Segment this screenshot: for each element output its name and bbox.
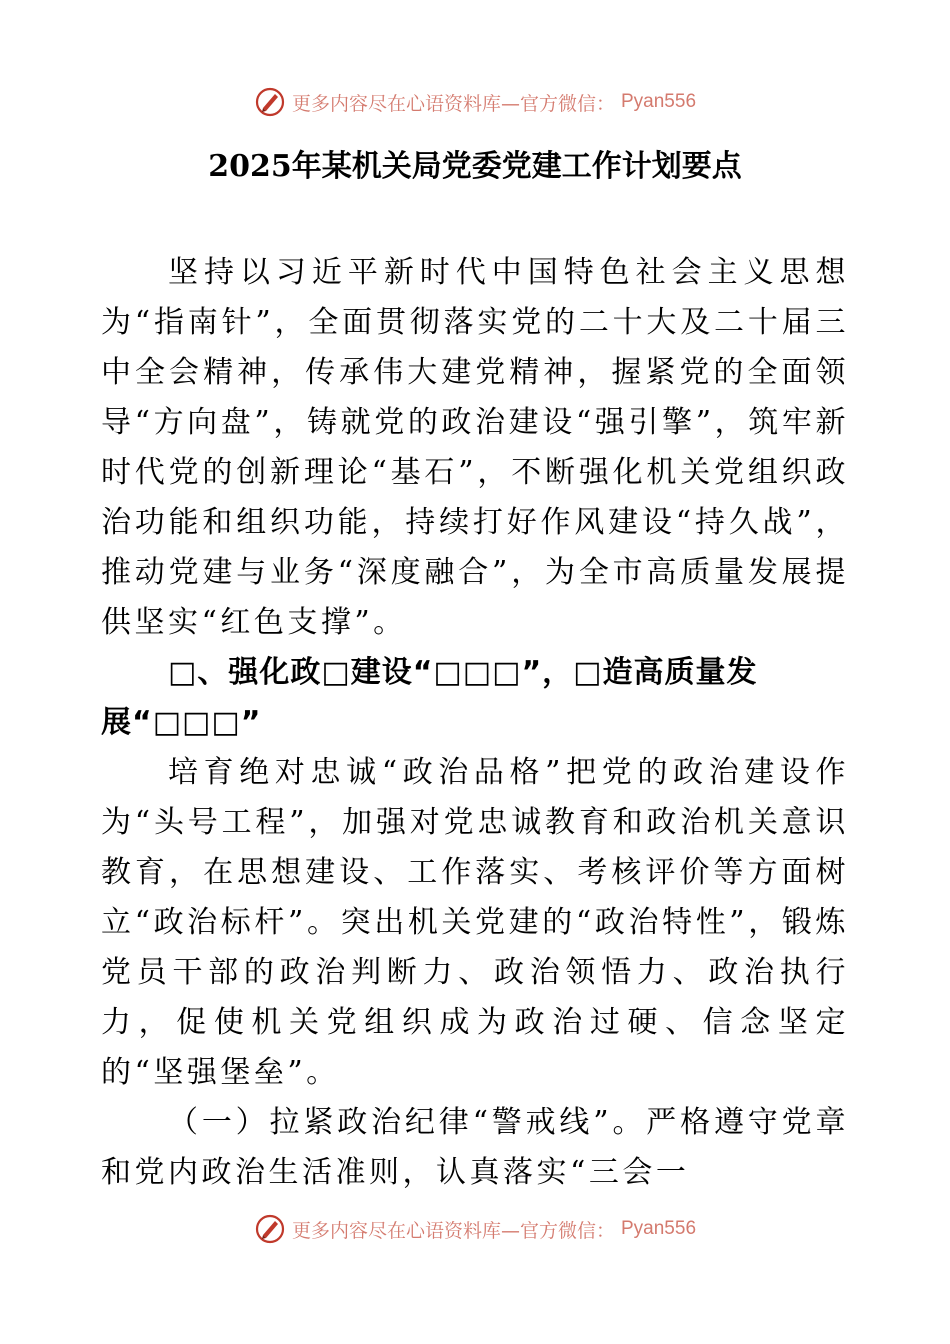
document-title: 2025年某机关局党委党建工作计划要点 <box>208 149 742 184</box>
watermark-text: 更多内容尽在心语资料库—官方微信： <box>291 92 615 115</box>
section-1-paragraph: 培育绝对忠诚“政治品格”把党的政治建设作为“头号工程”，加强对党忠诚教育和政治机关意识教育，在思想建设、工作落实、考核评价等方面树立“政治标杆”。突出机关党建的“政治特性”，锻炼党员干部的政治判断力、政治领悟力、政治执行力，促使机关党组织成为政治过硬、信念坚定的“坚强堡垒”。 <box>101 755 849 1090</box>
watermark-header <box>0 86 950 118</box>
intro-paragraph: 坚持以习近平新时代中国特色社会主义思想为“指南针”，全面贯彻落实党的二十大及二十届三中全会精神，传承伟大建党精神，握紧党的全面领导“方向盘”，铸就党的政治建设“强引擎”，筑牢新时代党的创新理论“基石”，不断强化机关党组织政治功能和组织功能，持续打好作风建设“持久战”，推动党建与业务“深度融合”，为全市高质量发展提供坚实“红色支撑”。 <box>101 255 849 640</box>
document-body <box>101 248 849 1198</box>
watermark-account: Pyan556 <box>621 91 697 112</box>
section-heading-1: □、强化政□建设“□□□”，□造高质量发展“□□□” <box>101 655 758 740</box>
pen-seal-icon <box>254 86 286 118</box>
watermark-text: 更多内容尽在心语资料库—官方微信： <box>291 1219 615 1242</box>
pen-seal-icon <box>254 1213 286 1245</box>
watermark-account: Pyan556 <box>621 1218 697 1239</box>
watermark-footer <box>0 1213 950 1245</box>
item-1-paragraph: （一）拉紧政治纪律“警戒线”。严格遵守党章和党内政治生活准则，认真落实“三会一 <box>101 1105 849 1190</box>
